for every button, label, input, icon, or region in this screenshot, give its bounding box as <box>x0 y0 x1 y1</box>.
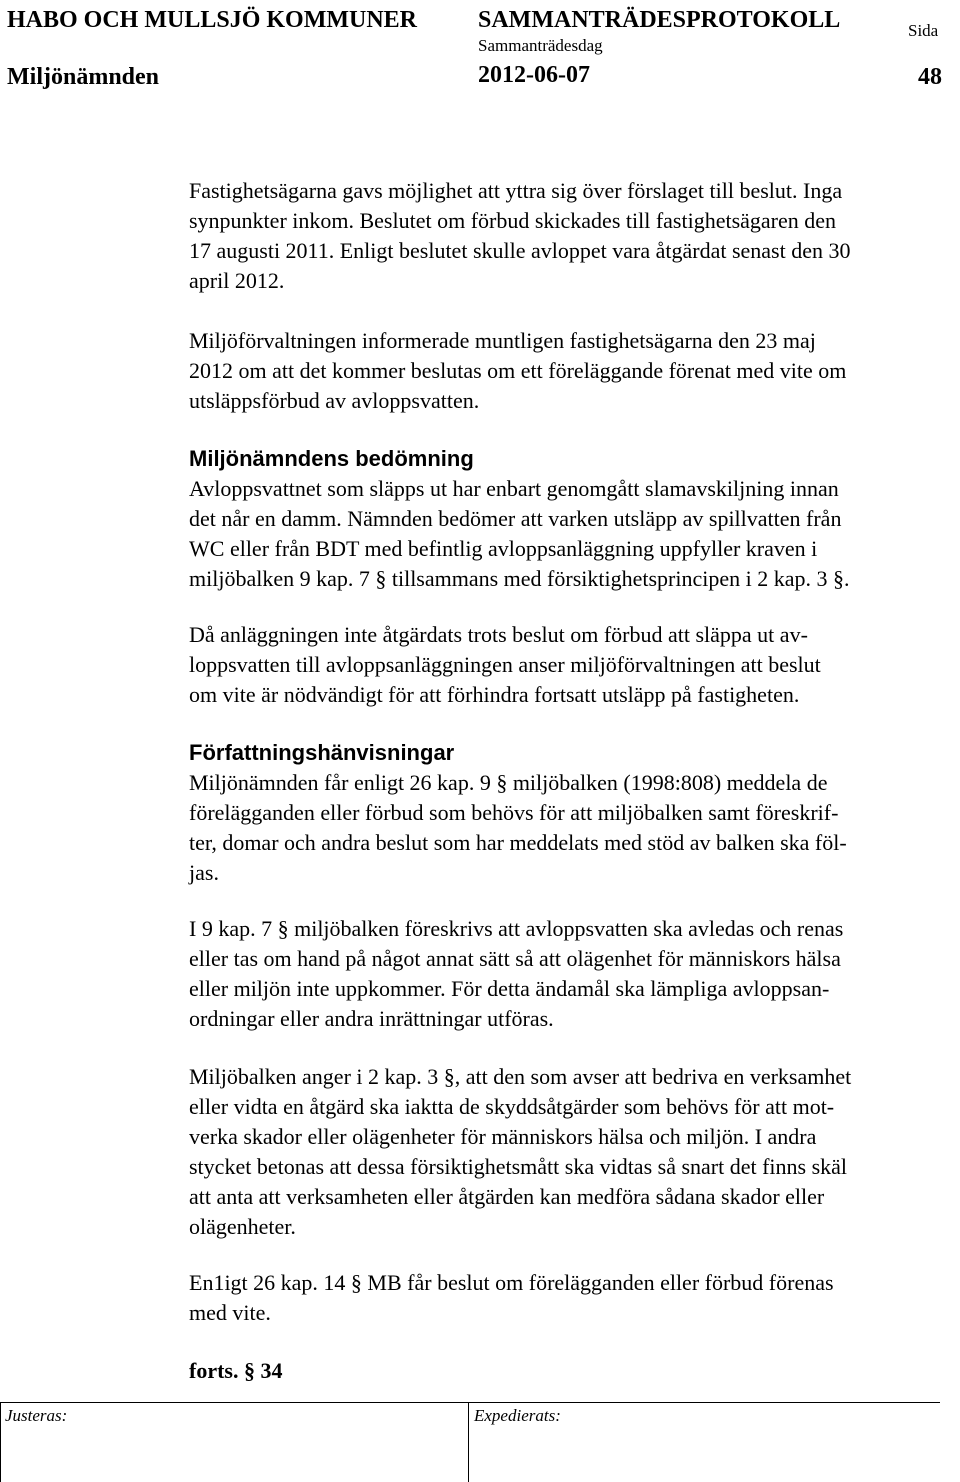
page-number: 48 <box>918 64 942 90</box>
text-line: utsläppsförbud av avloppsvatten. <box>189 388 480 413</box>
text-line: april 2012. <box>189 268 285 293</box>
text-line: Miljöbalken anger i 2 kap. 3 §, att den som avser att bedriva en verksamhet <box>189 1064 852 1089</box>
text-line: Då anläggningen inte åtgärdats trots beslut om förbud att släppa ut av- <box>189 622 808 647</box>
paragraph-consultation <box>189 176 959 296</box>
text-line: olägenheter. <box>189 1214 296 1239</box>
text-line: synpunkter inkom. Beslutet om förbud skickades till fastighetsägaren den <box>189 208 837 233</box>
paragraph-chapter-26 <box>189 1268 959 1328</box>
document-type: SAMMANTRÄDESPROTOKOLL <box>478 7 841 33</box>
paragraph-information <box>189 326 959 416</box>
organization-name: HABO OCH MULLSJÖ KOMMUNER <box>7 7 418 33</box>
text-line: stycket betonas att dessa försiktighetsmått ska vidtas så snart det finns skäl <box>189 1154 848 1179</box>
paragraph-chapter-2 <box>189 1062 959 1242</box>
expedierats-label: Expedierats: <box>474 1406 561 1425</box>
text-line: 17 augusti 2011. Enligt beslutet skulle avloppet vara åtgärdat senast den 30 <box>189 238 851 263</box>
text-line: om vite är nödvändigt för att förhindra fortsatt utsläpp på fastigheten. <box>189 682 800 707</box>
paragraph-fine-justification <box>189 620 959 710</box>
section-heading: Författningshänvisningar <box>189 740 455 765</box>
justeras-label: Justeras: <box>5 1406 68 1425</box>
text-line: ordningar eller andra inrättningar utföras. <box>189 1006 554 1031</box>
continuation-note: forts. § 34 <box>189 1358 283 1383</box>
text-line: ter, domar och andra beslut som har meddelats med stöd av balken ska föl- <box>189 830 847 855</box>
section-legal-references <box>189 738 959 888</box>
text-line: En1igt 26 kap. 14 § MB får beslut om förelägganden eller förbud förenas <box>189 1270 834 1295</box>
footer-divider <box>0 1402 940 1403</box>
text-line: Avloppsvattnet som släpps ut har enbart genomgått slamavskiljning innan <box>189 476 839 501</box>
text-line: att anta att verksamheten eller åtgärden kan medföra sådana skador eller <box>189 1184 825 1209</box>
footer-box-separator <box>468 1402 469 1482</box>
text-line: Fastighetsägarna gavs möjlighet att yttra sig över förslaget till beslut. Inga <box>189 178 843 203</box>
section-assessment <box>189 444 959 594</box>
text-line: eller miljön inte uppkommer. För detta ändamål ska lämpliga avloppsan- <box>189 976 830 1001</box>
text-line: loppsvatten till avloppsanläggningen anser miljöförvaltningen att beslut <box>189 652 821 677</box>
text-line: jas. <box>189 860 219 885</box>
meeting-date-label: Sammanträdesdag <box>478 36 603 55</box>
text-line: Miljöförvaltningen informerade muntligen fastighetsägarna den 23 maj <box>189 328 816 353</box>
text-line: I 9 kap. 7 § miljöbalken föreskrivs att avloppsvatten ska avledas och renas <box>189 916 844 941</box>
board-name: Miljönämnden <box>7 64 160 90</box>
text-line: 2012 om att det kommer beslutas om ett föreläggande förenat med vite om <box>189 358 847 383</box>
meeting-date: 2012-06-07 <box>478 62 590 88</box>
text-line: verka skador eller olägenheter för människors hälsa och miljön. I andra <box>189 1124 817 1149</box>
text-line: Miljönämnden får enligt 26 kap. 9 § miljöbalken (1998:808) meddela de <box>189 770 828 795</box>
text-line: eller vidta en åtgärd ska iaktta de skyddsåtgärder som behövs för att mot- <box>189 1094 835 1119</box>
text-line: miljöbalken 9 kap. 7 § tillsammans med försiktighetsprincipen i 2 kap. 3 §. <box>189 566 850 591</box>
section-heading: Miljönämndens bedömning <box>189 446 474 471</box>
footer-box-left-border <box>0 1402 1 1482</box>
text-line: med vite. <box>189 1300 271 1325</box>
text-line: WC eller från BDT med befintlig avloppsanläggning uppfyller kraven i <box>189 536 818 561</box>
paragraph-chapter-9 <box>189 914 959 1034</box>
text-line: förelägganden eller förbud som behövs för att miljöbalken samt föreskrif- <box>189 800 839 825</box>
text-line: eller tas om hand på något annat sätt så att olägenhet för människors hälsa <box>189 946 841 971</box>
text-line: det når en damm. Nämnden bedömer att varken utsläpp av spillvatten från <box>189 506 842 531</box>
page-label: Sida <box>908 21 939 40</box>
